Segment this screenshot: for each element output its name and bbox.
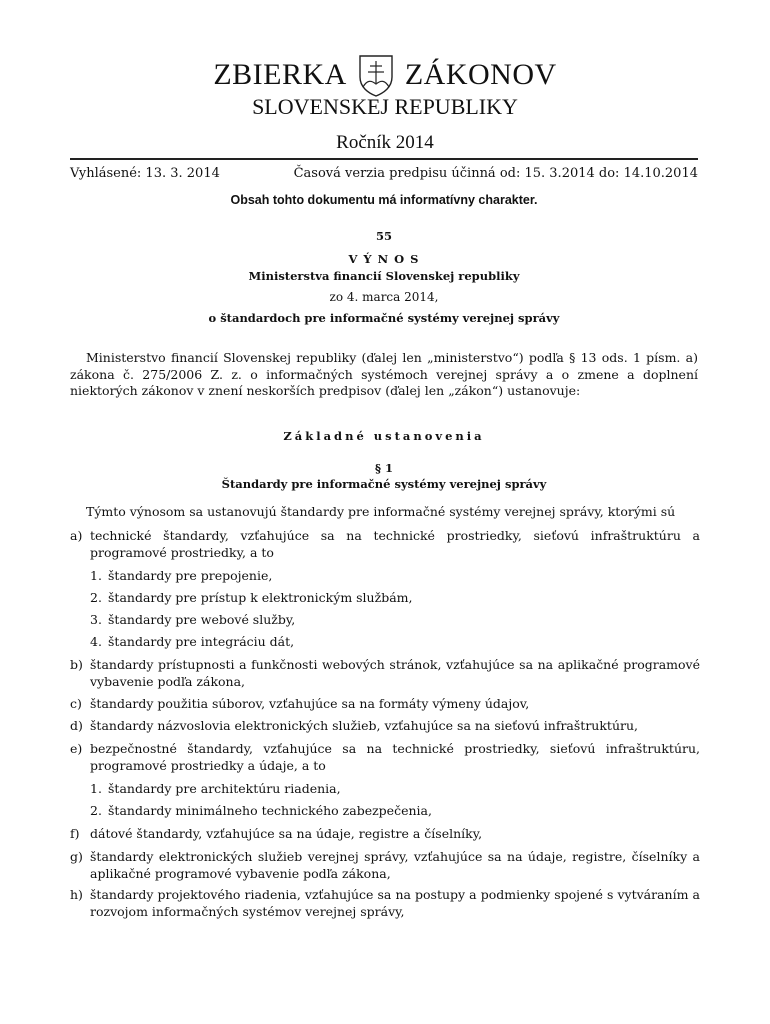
intro-paragraph: Ministerstvo financií Slovenskej republiky (ďalej len „ministerstvo“) podľa § 13 ods. 1 písm. a) zákona č. 275/2006 Z. z. o informačných systémoch verejnej správy a o zmene a doplnení niektorých zákonov v znení neskorších predpisov (ďalej len „zákon“) ustanovuje:	[70, 350, 698, 398]
informative-note: Obsah tohto dokumentu má informatívny charakter.	[230, 193, 538, 207]
sub-list-item	[90, 568, 690, 583]
sub-item-text: štandardy pre webové služby,	[108, 612, 296, 627]
paragraph-title: Štandardy pre informačné systémy verejnej správy	[221, 477, 547, 491]
list-item-label: f)	[70, 826, 80, 841]
list-item-text: dátové štandardy, vzťahujúce sa na údaje, registre a číselníky,	[90, 826, 483, 841]
republic-title: SLOVENSKEJ REPUBLIKY	[252, 94, 518, 119]
sub-item-text: štandardy pre architektúru riadenia,	[108, 781, 341, 796]
list-item-text: štandardy názvoslovia elektronických služieb, vzťahujúce sa na sieťovú infraštruktúru,	[90, 718, 638, 733]
sub-list-item	[90, 612, 690, 627]
sub-list-item	[90, 803, 690, 818]
sub-item-text: štandardy pre prístup k elektronickým službám,	[108, 590, 413, 605]
document-type: V Ý N O S	[348, 252, 420, 266]
section-heading: Základné ustanovenia	[283, 429, 485, 443]
sub-list-item	[90, 781, 690, 796]
effective-period: Časová verzia predpisu účinná od: 15. 3.2014 do: 14.10.2014	[293, 166, 698, 181]
sub-item-text: štandardy pre prepojenie,	[108, 568, 273, 583]
paragraph-number: § 1	[374, 461, 394, 475]
sub-item-label: 4.	[90, 634, 102, 649]
list-item-label: d)	[70, 718, 83, 733]
sub-item-label: 1.	[90, 568, 102, 583]
list-item-text: bezpečnostné štandardy, vzťahujúce sa na technické prostriedky, sieťovú infraštruktúru, programové prostriedky a údaje, a to	[90, 741, 700, 773]
sub-list-item	[90, 590, 690, 605]
list-item-label: b)	[70, 657, 83, 672]
list-item-label: h)	[70, 887, 83, 902]
volume-year: Ročník 2014	[336, 132, 434, 153]
validity-row	[70, 166, 698, 181]
published-date: Vyhlásené: 13. 3. 2014	[70, 166, 220, 181]
list-item-text: štandardy elektronických služieb verejnej správy, vzťahujúce sa na údaje, registre, číselníky a aplikačné programové vybavenie podľa zákona,	[90, 849, 700, 881]
sub-list-item	[90, 634, 690, 649]
list-item-text: štandardy projektového riadenia, vzťahujúce sa na postupy a podmienky spojené s vytváraním a rozvojom informačných systémov verejnej správy,	[90, 887, 700, 919]
sub-item-label: 2.	[90, 803, 102, 818]
title-zbierka: ZBIERKA	[213, 58, 347, 91]
list-item-text: štandardy prístupnosti a funkčnosti webových stránok, vzťahujúce sa na aplikačné programové vybavenie podľa zákona,	[90, 657, 700, 689]
sub-item-text: štandardy pre integráciu dát,	[108, 634, 295, 649]
list-item-text: štandardy použitia súborov, vzťahujúce sa na formáty výmeny údajov,	[90, 696, 530, 711]
document-subject: o štandardoch pre informačné systémy verejnej správy	[208, 311, 560, 325]
sub-item-text: štandardy minimálneho technického zabezpečenia,	[108, 803, 432, 818]
sub-item-label: 2.	[90, 590, 102, 605]
list-item-label: a)	[70, 528, 83, 543]
list-item-label: e)	[70, 741, 83, 756]
coat-of-arms-icon	[357, 53, 395, 97]
sub-item-label: 3.	[90, 612, 102, 627]
list-item-label: c)	[70, 696, 82, 711]
sub-item-label: 1.	[90, 781, 102, 796]
title-zakonov: ZÁKONOV	[404, 58, 557, 91]
lead-sentence: Týmto výnosom sa ustanovujú štandardy pre informačné systémy verejnej správy, ktorými sú	[86, 504, 676, 519]
list-item-label: g)	[70, 849, 83, 864]
issue-date: zo 4. marca 2014,	[329, 290, 439, 304]
list-item-text: technické štandardy, vzťahujúce sa na technické prostriedky, sieťovú infraštruktúru a programové prostriedky, a to	[90, 528, 700, 560]
collection-title	[70, 50, 700, 100]
document-number: 55	[375, 229, 392, 243]
issuer: Ministerstva financií Slovenskej republiky	[248, 269, 520, 283]
header-divider	[70, 158, 698, 160]
